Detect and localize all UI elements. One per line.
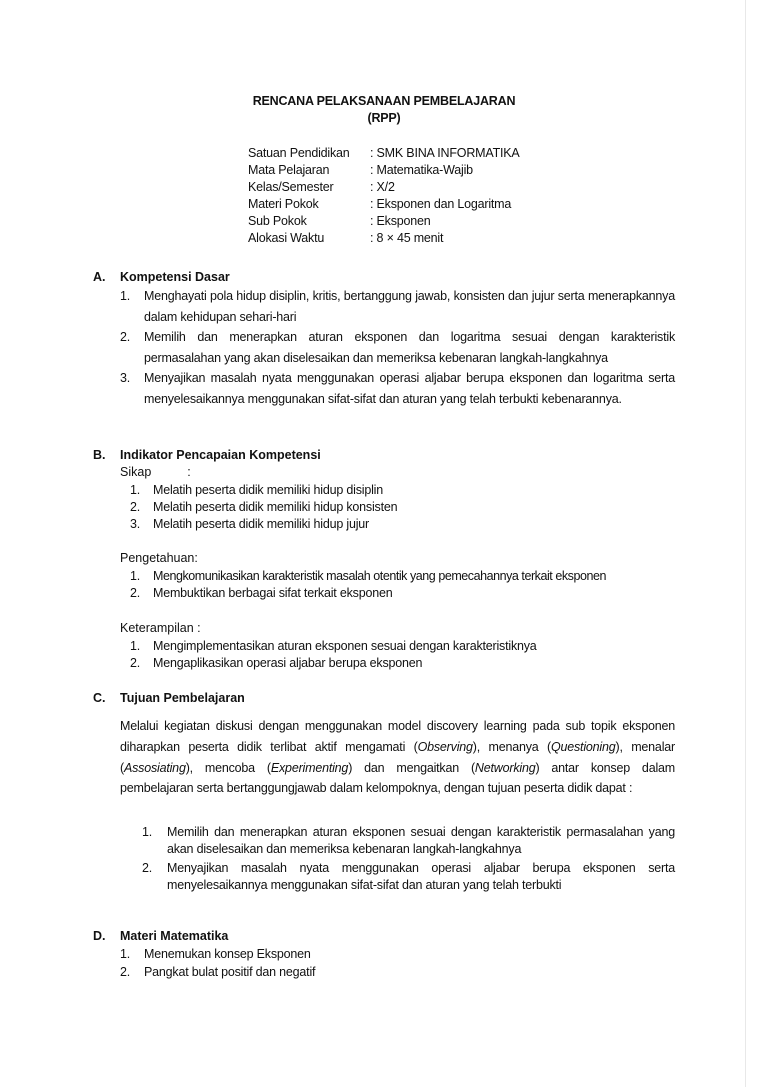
- list-text: Menyajikan masalah nyata menggunakan operasi aljabar berupa eksponen dan logaritma serta menyelesaikannya menggunakan sifat-sifat dan aturan yang telah terbukti kebenarannya.: [144, 371, 675, 406]
- section-d-letter: D.: [93, 929, 106, 943]
- section-c-letter: C.: [93, 691, 106, 705]
- sikap-colon: :: [187, 465, 191, 479]
- list-text: Membuktikan berbagai sifat terkait eksponen: [153, 586, 393, 600]
- para-text: ) dan mengaitkan (: [348, 760, 475, 775]
- section-a-heading: Kompetensi Dasar: [120, 270, 230, 284]
- materi-list: [120, 946, 316, 982]
- identity-label: Sub Pokok: [248, 214, 307, 228]
- list-item: [130, 638, 537, 655]
- list-text: Memilih dan menerapkan aturan eksponen sesuai dengan karakteristik permasalahan yang akan diselesaikan dan memeriksa kebenaran langkah-langkahnya: [167, 825, 675, 856]
- list-text: Memilih dan menerapkan aturan eksponen dan logaritma sesuai dengan karakteristik permasalahan yang akan diselesaikan dan memeriksa kebenaran langkah-langkahnya: [144, 330, 675, 365]
- kompetensi-dasar-list: [120, 286, 675, 430]
- list-number: 1.: [120, 947, 131, 961]
- list-number: 1.: [142, 825, 153, 839]
- list-number: 2.: [130, 586, 141, 600]
- list-item: [120, 946, 311, 964]
- list-number: 2.: [120, 330, 131, 344]
- para-italic: Networking: [474, 760, 536, 775]
- title-text: RENCANA PELAKSANAAN PEMBELAJARAN: [252, 94, 516, 108]
- list-text: Mengaplikasikan operasi aljabar berupa eksponen: [153, 656, 423, 670]
- para-text: Melalui kegiatan diskusi dengan menggunakan model discovery learning pada sub topik eksponen diharapkan peserta didik terlibat aktif mengamati (: [120, 719, 675, 754]
- sikap-list: [130, 482, 398, 533]
- para-italic: Assosiating: [123, 760, 186, 775]
- section-b-letter: B.: [93, 448, 106, 462]
- para-text: ), menanya (: [472, 739, 551, 754]
- document-title: [0, 94, 768, 108]
- list-number: 3.: [120, 371, 131, 385]
- para-italic: Questioning: [550, 739, 616, 754]
- identity-row: [248, 213, 520, 230]
- list-text: Menyajikan masalah nyata menggunakan operasi aljabar berupa eksponen serta menyelesaikannya menggunakan sifat-sifat dan aturan yang telah terbukti: [167, 861, 675, 892]
- list-number: 1.: [120, 289, 131, 303]
- tujuan-paragraph: [120, 716, 675, 799]
- list-number: 1.: [130, 569, 141, 583]
- list-item: [120, 368, 675, 430]
- para-italic: Experimenting: [270, 760, 349, 775]
- identity-row: [248, 230, 520, 247]
- subtitle-text: (RPP): [367, 111, 401, 125]
- section-d-heading: Materi Matematika: [120, 929, 229, 943]
- section-c-heading: Tujuan Pembelajaran: [120, 691, 245, 705]
- identity-label: Alokasi Waktu: [248, 231, 325, 245]
- list-text: Melatih peserta didik memiliki hidup jujur: [153, 517, 370, 531]
- list-item: [130, 499, 398, 516]
- list-text: Menghayati pola hidup disiplin, kritis, bertanggung jawab, konsisten dan jujur serta menerapkannya dalam kehidupan sehari-hari: [144, 289, 675, 324]
- tujuan-list: [142, 824, 675, 896]
- list-item: [142, 860, 675, 896]
- identity-value: : Matematika-Wajib: [370, 163, 473, 177]
- page-edge-line: [745, 0, 746, 1087]
- identity-value: : Eksponen dan Logaritma: [370, 197, 512, 211]
- sikap-label-text: Sikap: [120, 465, 152, 479]
- document-subtitle: [0, 111, 768, 125]
- identity-label: Satuan Pendidikan: [248, 146, 350, 160]
- identity-label: Materi Pokok: [248, 197, 319, 211]
- section-a-letter: A.: [93, 270, 106, 284]
- identity-value: : X/2: [370, 180, 395, 194]
- identity-row: [248, 162, 520, 179]
- list-number: 1.: [130, 483, 141, 497]
- identity-value: : Eksponen: [370, 214, 431, 228]
- identity-row: [248, 196, 520, 213]
- list-text: Melatih peserta didik memiliki hidup konsisten: [153, 500, 398, 514]
- keterampilan-list: [130, 638, 537, 672]
- list-number: 2.: [142, 861, 153, 875]
- list-item: [130, 655, 423, 672]
- list-item: [130, 516, 370, 533]
- identity-value: : SMK BINA INFORMATIKA: [370, 146, 520, 160]
- pengetahuan-label: Pengetahuan:: [120, 551, 198, 565]
- list-text: Mengimplementasikan aturan eksponen sesuai dengan karakteristiknya: [153, 639, 537, 653]
- keterampilan-label: Keterampilan :: [120, 621, 201, 635]
- list-number: 2.: [130, 656, 141, 670]
- list-number: 2.: [120, 965, 131, 979]
- list-number: 1.: [130, 639, 141, 653]
- identity-table: [248, 145, 520, 247]
- identity-label: Mata Pelajaran: [248, 163, 330, 177]
- list-text: Mengkomunikasikan karakteristik masalah otentik yang pemecahannya terkait eksponen: [153, 569, 606, 583]
- list-text: Pangkat bulat positif dan negatif: [144, 965, 316, 979]
- sikap-label: [120, 465, 191, 479]
- list-item: [142, 824, 675, 860]
- list-number: 3.: [130, 517, 141, 531]
- list-text: Menemukan konsep Eksponen: [144, 947, 311, 961]
- list-item: [120, 964, 316, 982]
- list-item: [130, 585, 393, 602]
- list-item: [120, 327, 675, 368]
- section-b-heading: Indikator Pencapaian Kompetensi: [120, 448, 321, 462]
- para-italic: Observing: [417, 739, 473, 754]
- para-text: ) antar konsep dalam pembelajaran serta bertanggungjawab dalam kelompoknya, dengan tujuan peserta didik dapat :: [120, 760, 675, 796]
- identity-row: [248, 145, 520, 162]
- list-number: 2.: [130, 500, 141, 514]
- identity-row: [248, 179, 520, 196]
- identity-value: : 8 × 45 menit: [370, 231, 444, 245]
- pengetahuan-list: [130, 568, 606, 602]
- list-text: Melatih peserta didik memiliki hidup disiplin: [153, 483, 383, 497]
- para-text: ), menalar (: [120, 739, 675, 775]
- list-item: [130, 568, 606, 585]
- list-item: [120, 286, 675, 327]
- list-item: [130, 482, 383, 499]
- para-text: ), mencoba (: [185, 760, 271, 775]
- identity-label: Kelas/Semester: [248, 180, 334, 194]
